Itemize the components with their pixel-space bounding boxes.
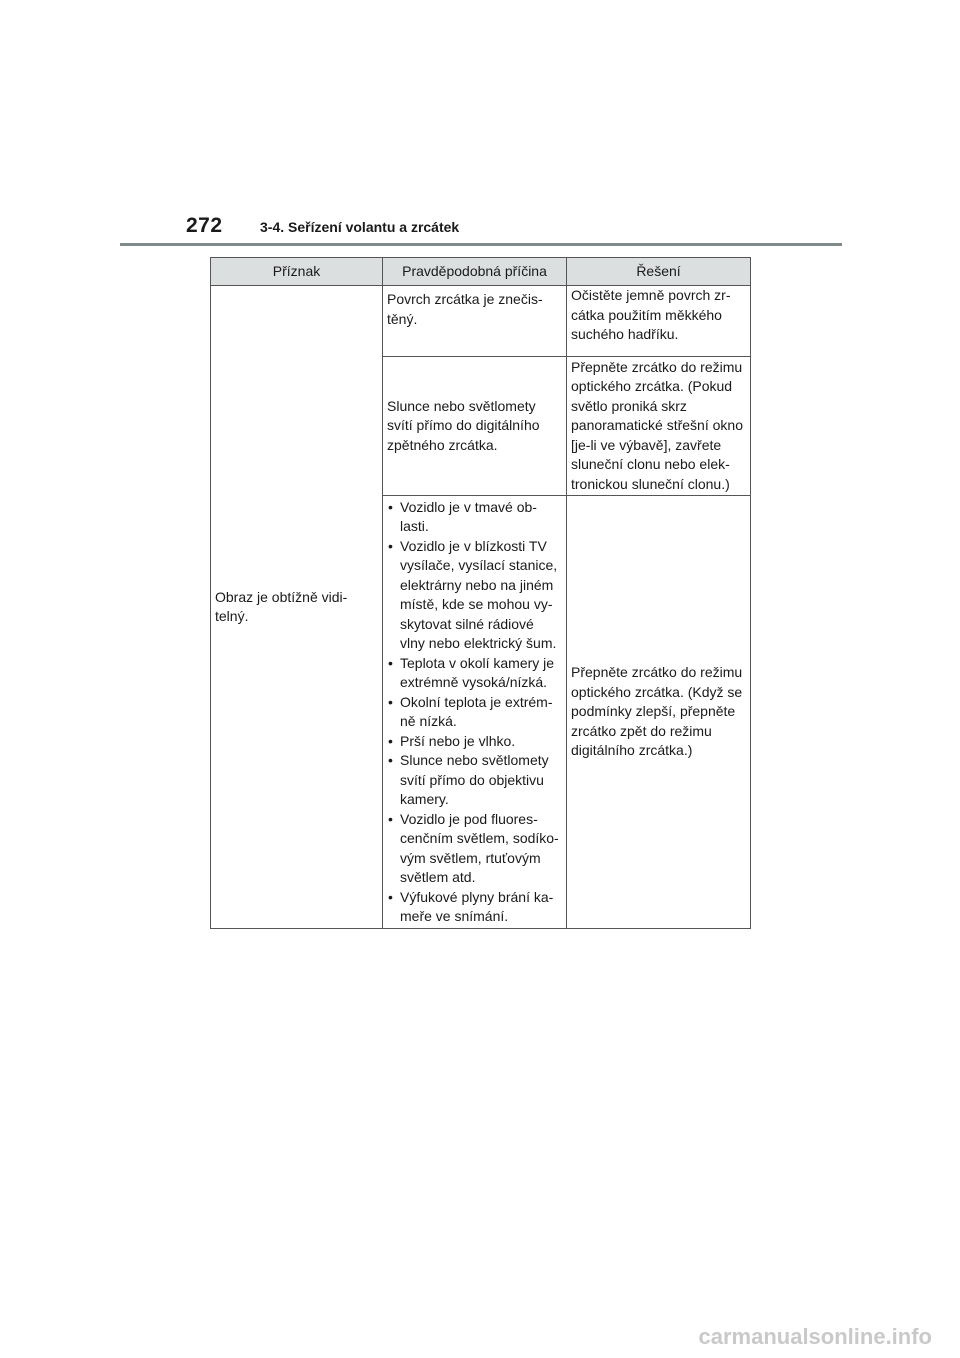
list-item: • Vozidlo je v tmavé ob-lasti. — [387, 498, 562, 537]
list-item: • Vozidlo je pod fluores-cenčním světlem, sodíko-vým světlem, rtuťovým světlem atd. — [387, 810, 562, 888]
solution-cell: Přepněte zrcátko do režimu optického zrcátka. (Pokud světlo proniká skrz panoramatické střešní okno [je-li ve výbavě], zavřete sluneční clonu nebo elek-tronickou sluneční clonu.) — [567, 357, 751, 496]
list-item: • Prší nebo je vlhko. — [387, 732, 562, 752]
column-header-cause: Pravděpodobná příčina — [383, 258, 567, 286]
solution-cell: Přepněte zrcátko do režimu optického zrcátka. (Když se podmínky zlepší, přepněte zrcátko zpět do režimu digitálního zrcátka.) — [567, 496, 751, 929]
watermark: carmanualsonline.info — [698, 1324, 932, 1349]
page-number: 272 — [186, 214, 223, 237]
cause-cell: Slunce nebo světlomety svítí přímo do digitálního zpětného zrcátka. — [383, 357, 567, 496]
list-item: • Slunce nebo světlomety svítí přímo do objektivu kamery. — [387, 751, 562, 810]
symptom-cell: Obraz je obtížně vidi-telný. — [211, 286, 383, 929]
column-header-symptom: Příznak — [211, 258, 383, 286]
list-item: • Vozidlo je v blízkosti TV vysílače, vysílací stanice, elektrárny nebo na jiném místě, kde se mohou vy-skytovat silné rádiové vlny nebo elektrický šum. — [387, 537, 562, 654]
table-row — [211, 286, 751, 357]
troubleshooting-table — [210, 257, 751, 929]
cause-cell — [383, 496, 567, 929]
cause-cell: Povrch zrcátka je znečis-těný. — [383, 286, 567, 357]
solution-cell: Očistěte jemně povrch zr-cátka použitím měkkého suchého hadříku. — [567, 286, 751, 357]
table-header-row — [211, 258, 751, 286]
cause-list — [387, 498, 562, 927]
column-header-solution: Řešení — [567, 258, 751, 286]
header-rule — [120, 243, 842, 246]
list-item: • Výfukové plyny brání ka-meře ve snímání. — [387, 888, 562, 927]
list-item: • Okolní teplota je extrém-ně nízká. — [387, 693, 562, 732]
section-title: 3-4. Seřízení volantu a zrcátek — [260, 219, 460, 235]
list-item: • Teplota v okolí kamery je extrémně vysoká/nízká. — [387, 654, 562, 693]
